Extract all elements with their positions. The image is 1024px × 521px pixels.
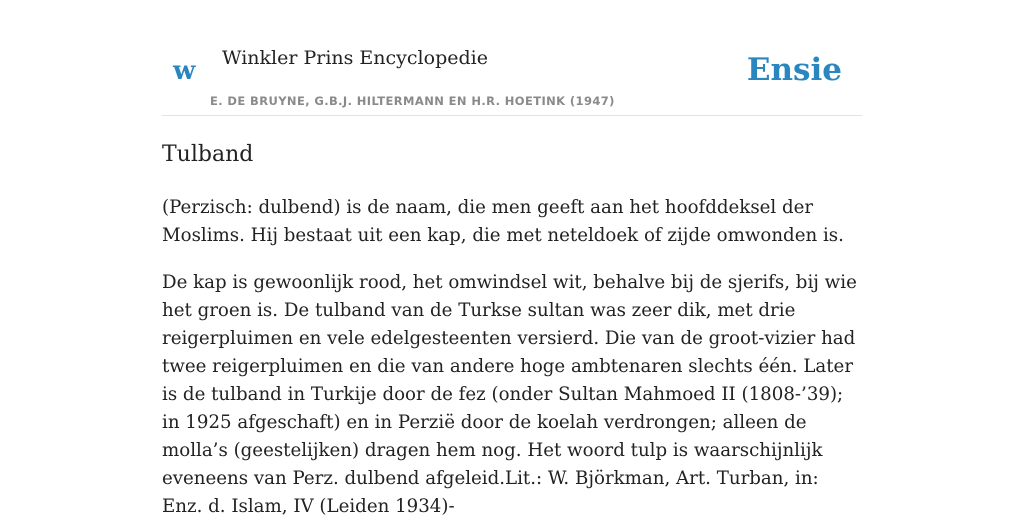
article-paragraph: (Perzisch: dulbend) is de naam, die men geeft aan het hoofddeksel der Moslims. Hij bestaat uit een kap, die met neteldoek of zijde omwonden is. bbox=[162, 197, 844, 246]
article bbox=[162, 140, 862, 521]
ensie-logo-link[interactable]: Ensie bbox=[746, 52, 842, 88]
article-title: Tulband bbox=[162, 142, 254, 167]
publication-authors: E. DE BRUYNE, G.B.J. HILTERMANN EN H.R. HOETINK (1947) bbox=[210, 94, 615, 108]
publication-title[interactable]: Winkler Prins Encyclopedie bbox=[222, 47, 488, 69]
source-header bbox=[162, 40, 862, 116]
publication-logo-icon[interactable]: w bbox=[173, 56, 196, 86]
article-paragraph: De kap is gewoonlijk rood, het omwindsel wit, behalve bij de sjerifs, bij wie het groen is. De tulband van de Turkse sultan was zeer dik, met drie reigerpluimen en vele edelgesteenten versierd. Die van de groot-vizier had twee reigerpluimen en die van andere hoge ambtenaren slechts één. Later is de tulband in Turkije door de fez (onder Sultan Mahmoed II (1808-’39); in 1925 afgeschaft) en in Perzië door de koelah verdrongen; alleen de molla’s (geestelijken) dragen hem nog. Het woord tulp is waarschijnlijk eveneens van Perz. dulbend afgeleid.Lit.: W. Björkman, Art. Turban, in: Enz. d. Islam, IV (Leiden 1934)- bbox=[162, 272, 857, 517]
